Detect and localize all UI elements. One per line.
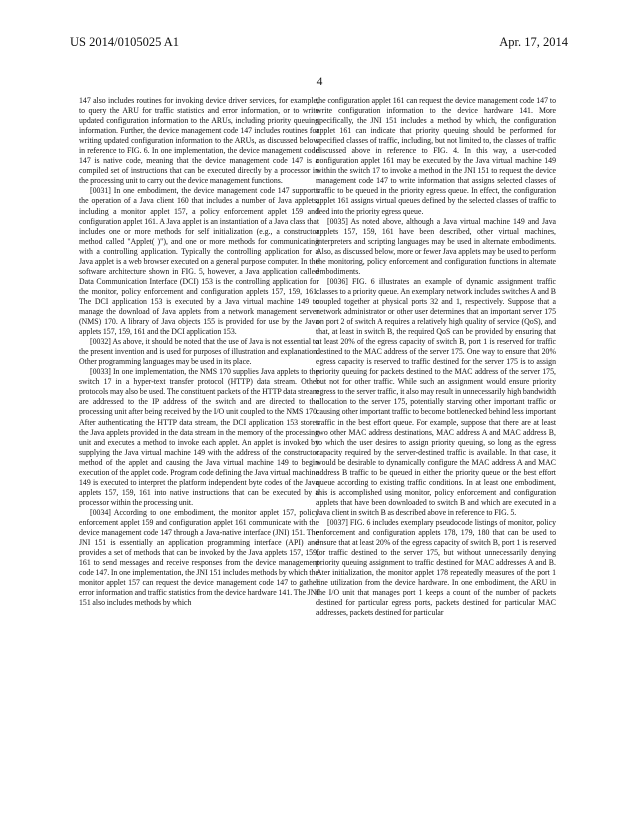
right-column bbox=[316, 96, 556, 618]
publication-date: Apr. 17, 2014 bbox=[499, 35, 568, 49]
paragraph-0035: [0035] As noted above, although a Java virtual machine 149 and Java applets 157, 159, 161 have been described, other virtual machines, interpreters and scripting languages may be used in alternate embodiments. Also, as discussed below, more or fewer Java applets may be used to perform the monitoring, policy enforcement and configuration functions in alternate embodiments. bbox=[316, 216, 556, 276]
paragraph-0037: [0037] FIG. 6 includes exemplary pseudocode listings of monitor, policy enforcement and configuration applets 178, 179, 180 that can be used to ensure that at least 20% of the egress capacity of switch B, port 1 is reserved for traffic destined to the server 175, but without unnecessarily denying priority queuing assignment to traffic destined for MAC addresses A and B. Ater initialization, the monitor applet 178 repeatedly measures of the port 1 line utilization from the device hardware. In one embodiment, the ARU in the I/O unit that manages port 1 keeps a count of the number of packets destined for particular egress ports, packets destined for particular MAC addresses, packets destined for particular bbox=[316, 517, 556, 618]
paragraph-continuation: 147 also includes routines for invoking device driver services, for example, to query the ARU for traffic statistics and error information, or to write updated configuration information to the ARUs, including priority queuing information. Further, the device management code 147 includes routines for writing updated configuration information to the ARUs, as discussed below in reference to FIG. 6. In one implementation, the device management code 147 is native code, meaning that the device management code 147 is a compiled set of instructions that can be executed directly by a processor in the processing unit to carry out the device management functions. bbox=[79, 96, 319, 186]
page-number: 4 bbox=[316, 76, 323, 88]
patent-header bbox=[70, 34, 568, 50]
paragraph-0034-continuation: the configuration applet 161 can request the device management code 147 to write configuration information to the device hardware 141. More specifically, the JNI 151 includes a method by which, the configuration applet 161 can indicate that priority queuing should be performed for specified classes of traffic, including, but not limited to, the classes of traffic discussed above in reference to FIG. 4. In this way, a user-coded configuration applet 161 may be executed by the Java virtual machine 149 within the switch 17 to invoke a method in the JNI 151 to request the device management code 147 to write information that assigns selected classes of traffic to be queued in the priority egress queue. In effect, the configuration applet 161 assigns virtual queues defined by the selected classes of traffic to feed into the priority egress queue. bbox=[316, 96, 556, 216]
paragraph-0031: [0031] In one embodiment, the device management code 147 supports the operation of a Java client 160 that includes a number of Java applets, including a monitor applet 157, a policy enforcement applet 159 and configuration applet 161. A Java applet is an instantiation of a Java class that includes one or more methods for self initialization (e.g., a constructor method called "Applet( )"), and one or more methods for communicating with a controlling application. Typically the controlling application for a Java applet is a web browser executed on a general purpose computer. In the software architecture shown in FIG. 5, however, a Java application called Data Communication Interface (DCI) 153 is the controlling application for the monitor, policy enforcement and configuration applets 157, 159, 161. The DCI application 153 is executed by a Java virtual machine 149 to manage the download of Java applets from a network management server (NMS) 170. A library of Java objects 155 is provided for use by the Java applets 157, 159, 161 and the DCI application 153. bbox=[79, 186, 319, 337]
paragraph-0032: [0032] As above, it should be noted that the use of Java is not essential to the present invention and is used for purposes of illustration and explanation. Other programming languages may be used in its place. bbox=[79, 337, 319, 367]
publication-number: US 2014/0105025 A1 bbox=[70, 35, 180, 49]
paragraph-0034: [0034] According to one embodiment, the monitor applet 157, policy enforcement applet 159 and configuration applet 161 communicate with the device management code 147 through a Java-native interface (JNI) 151. The JNI 151 is essentially an application programming interface (API) and provides a set of methods that can be invoked by the Java applets 157, 159, 161 to send messages and receive responses from the device management code 147. In one implementation, the JNI 151 includes methods by which the monitor applet 157 can request the device management code 147 to gather error information and traffic statistics from the device hardware 141. The JNI 151 also includes methods by which bbox=[79, 507, 319, 608]
paragraph-0033: [0033] In one implementation, the NMS 170 supplies Java applets to the switch 17 in a hyper-text transfer protocol (HTTP) data stream. Other protocols may also be used. The constituent packets of the HTTP data stream are addressed to the IP address of the switch and are directed to the processing unit after being received by the I/O unit coupled to the NMS 170. After authenticating the HTTP data stream, the DCI application 153 stores the Java applets provided in the data stream in the memory of the processing unit and executes a method to invoke each applet. An applet is invoked by supplying the Java virtual machine 149 with the address of the constructor method of the applet and causing the Java virtual machine 149 to begin execution of the applet code. Program code defining the Java virtual machine 149 is executed to interpret the platform independent byte codes of the Java applets 157, 159, 161 into native instructions that can be executed by a processor within the processing unit. bbox=[79, 367, 319, 507]
left-column bbox=[79, 96, 319, 608]
paragraph-0036: [0036] FIG. 6 illustrates an example of dynamic assignment traffic classes to a priority queue. An exemplary network includes switches A and B coupled together at physical ports 32 and 1, respectively. Suppose that a network administrator or other user determines that an important server 175 on port 2 of switch A requires a relatively high quality of service (QoS), and that, at least in switch B, the required QoS can be provided by ensuring that at least 20% of the egress capacity of switch B, port 1 is reserved for traffic destined to the MAC address of the server 175. One way to ensure that 20% egress capacity is reserved to traffic destined for the server 175 is to assign priority queuing for packets destined to the MAC address of the server 175, but not for other traffic. While such an assignment would ensure priority egress to the server traffic, it also may result in unnecessarily high bandwidth allocation to the server 175, potentially starving other important traffic or causing other important traffic to become bottlenecked behind less important traffic in the best effort queue. For example, suppose that there are at least two other MAC address destinations, MAC address A and MAC address B, to which the user desires to assign priority queuing, so long as the egress capacity required by the server-destined traffic is available. In that case, it would be desirable to dynamically configure the MAC address A and MAC address B traffic to be queued in either the priority queue or the best effort queue according to existing traffic conditions. In at least one embodiment, this is accomplished using monitor, policy enforcement and configuration applets that have been downloaded to switch B and which are executed in a Java client in switch B as described above in reference to FIG. 5. bbox=[316, 276, 556, 517]
